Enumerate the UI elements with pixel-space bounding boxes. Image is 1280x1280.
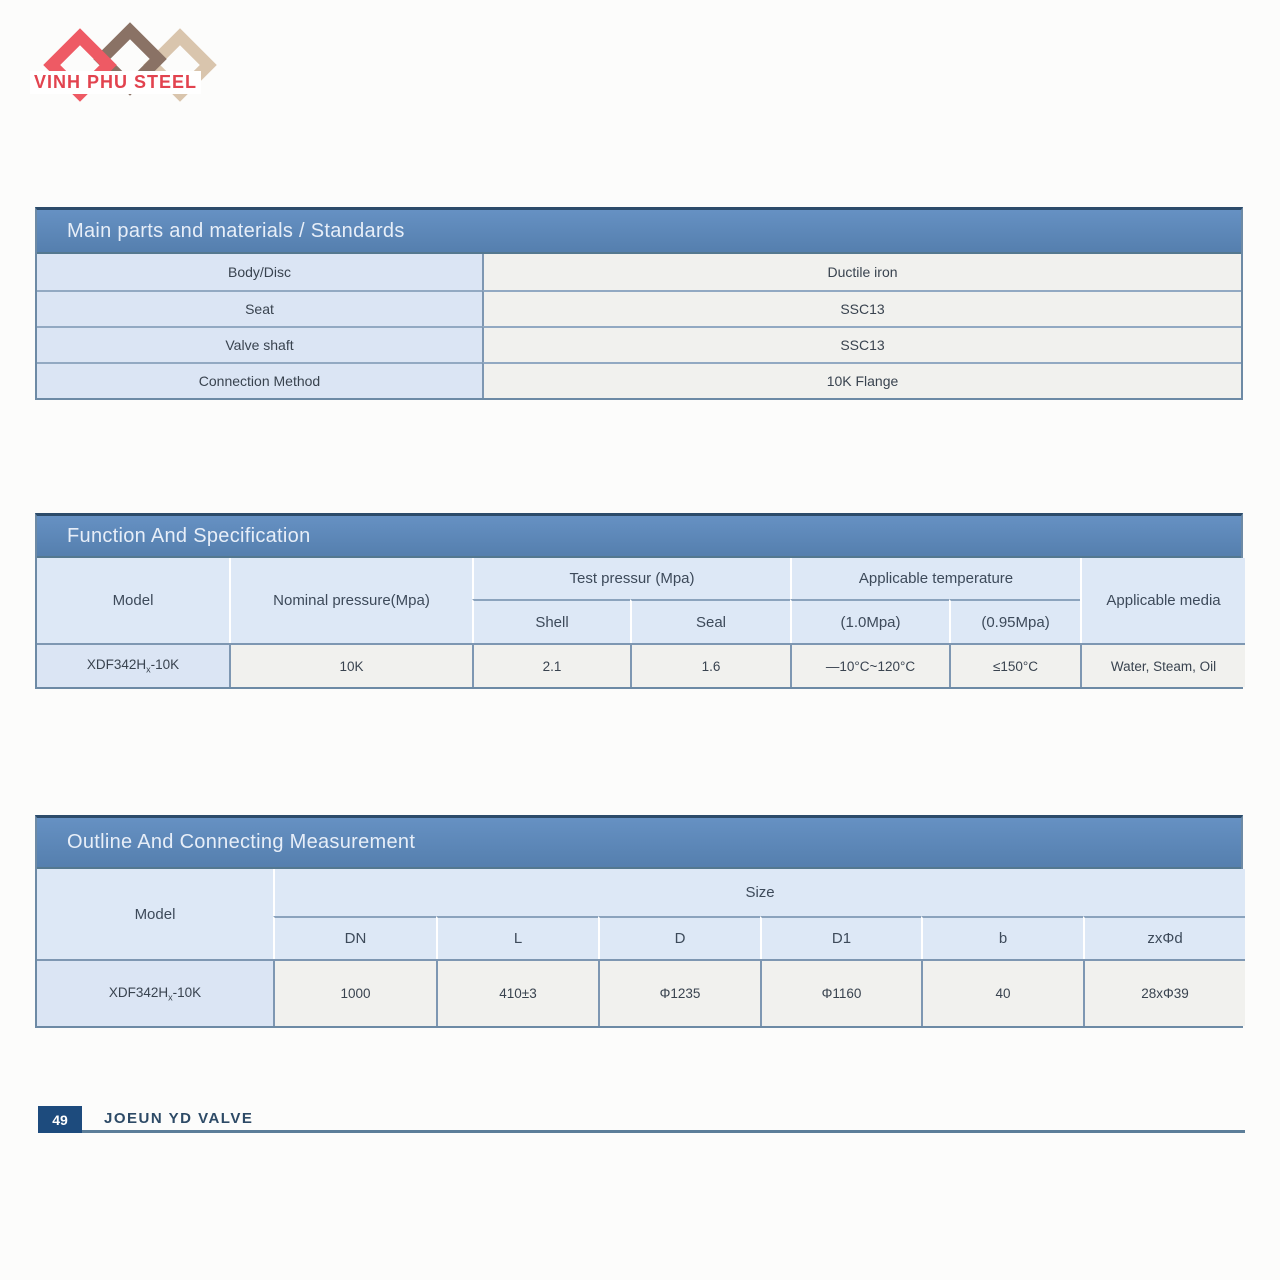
table-row [37,290,1241,326]
spec-seal: 1.6 [630,643,790,687]
spec-model [37,643,229,687]
header-model: Model [37,558,229,643]
header-applicable-temperature: Applicable temperature [790,558,1080,599]
header-nominal-pressure: Nominal pressure(Mpa) [229,558,472,643]
logo-text: VINH PHU STEEL [30,71,201,94]
header-b: b [921,916,1083,959]
model-base: XDF342H [108,984,169,1000]
part-value: SSC13 [482,290,1241,326]
part-value: SSC13 [482,326,1241,362]
function-spec-table-title: Function And Specification [37,516,1241,558]
spec-nominal-pressure: 10K [229,643,472,687]
header-l: L [436,916,598,959]
part-label: Seat [37,290,482,326]
header-applicable-media: Applicable media [1080,558,1245,643]
part-label: Valve shaft [37,326,482,362]
model-base: XDF342H [86,657,147,673]
spec-temp-0-95mpa: ≤150°C [949,643,1080,687]
page-footer [38,1106,1245,1133]
spec-temp-1-0mpa: —10°C~120°C [790,643,949,687]
part-value: Ductile iron [482,254,1241,290]
model-subscript: x [168,992,173,1003]
table-row [37,362,1241,398]
part-label: Body/Disc [37,254,482,290]
page-number-badge: 49 [38,1106,82,1133]
header-row [37,558,1245,599]
table-row [37,326,1241,362]
outline-b: 40 [921,959,1083,1026]
header-seal: Seal [630,599,790,643]
spec-shell: 2.1 [472,643,630,687]
outline-measurement-table [35,815,1243,1028]
part-label: Connection Method [37,362,482,398]
part-value: 10K Flange [482,362,1241,398]
outline-d: Φ1235 [598,959,760,1026]
header-model: Model [37,869,273,959]
main-parts-table-title: Main parts and materials / Standards [37,210,1241,254]
header-size: Size [273,869,1245,916]
outline-model [37,959,273,1026]
header-zxod: zxΦd [1083,916,1245,959]
data-row [37,643,1245,687]
outline-l: 410±3 [436,959,598,1026]
brand-name: JOEUN YD VALVE [82,1106,1245,1133]
main-parts-table [35,207,1243,400]
function-spec-table [35,513,1243,689]
vinh-phu-steel-logo [34,22,247,137]
model-suffix: -10K [150,657,180,673]
outline-dn: 1000 [273,959,436,1026]
outline-measurement-table-title: Outline And Connecting Measurement [37,818,1241,869]
header-dn: DN [273,916,436,959]
model-subscript: x [146,664,151,675]
outline-d1: Φ1160 [760,959,921,1026]
header-temp-0-95mpa: (0.95Mpa) [949,599,1080,643]
header-shell: Shell [472,599,630,643]
header-d1: D1 [760,916,921,959]
outline-zxod: 28xΦ39 [1083,959,1245,1026]
spec-applicable-media: Water, Steam, Oil [1080,643,1245,687]
table-row [37,254,1241,290]
header-temp-1-0mpa: (1.0Mpa) [790,599,949,643]
header-d: D [598,916,760,959]
header-test-pressure: Test pressur (Mpa) [472,558,790,599]
data-row [37,959,1245,1026]
header-row [37,869,1245,916]
model-suffix: -10K [172,984,202,1000]
